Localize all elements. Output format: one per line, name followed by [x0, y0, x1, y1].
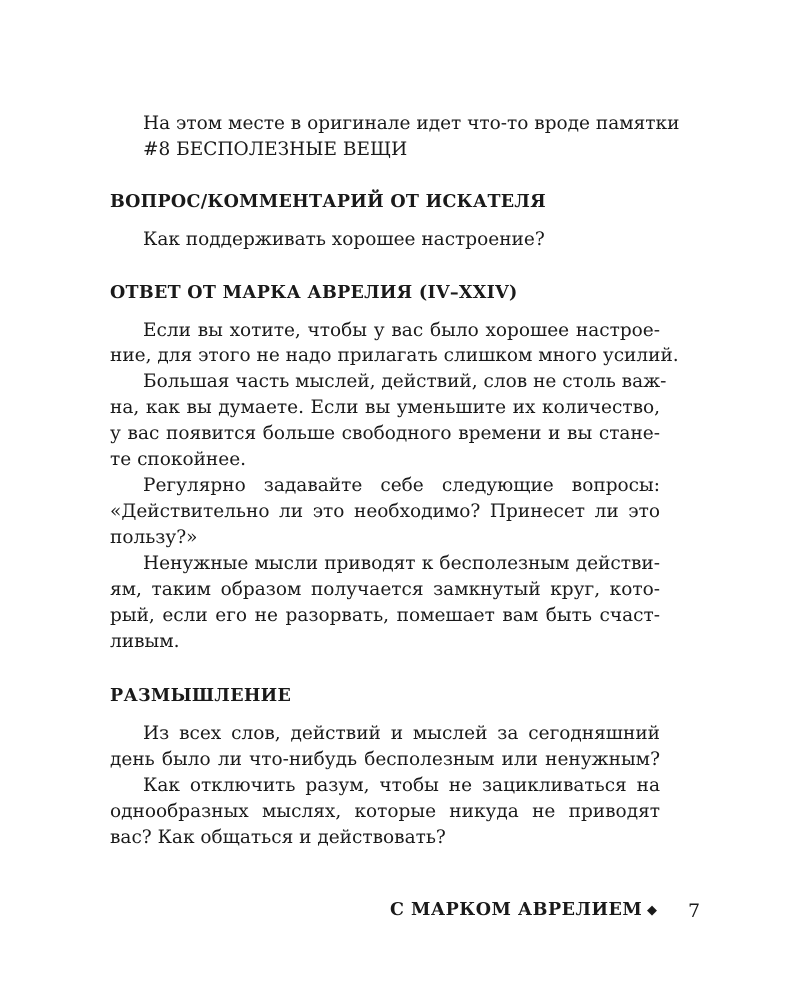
answer-line: те спокойнее. — [110, 449, 247, 470]
answer-line: у вас появится больше свободного времени и вы стане- — [110, 423, 660, 444]
reflection-line: Из всех слов, действий и мыслей за сегодняшний — [143, 723, 660, 744]
answer-heading: ОТВЕТ ОТ МАРКА АВРЕЛИЯ (IV–XXIV) — [110, 283, 518, 303]
answer-line: на, как вы думаете. Если вы уменьшите их количество, — [110, 397, 660, 418]
running-title: С МАРКОМ АВРЕЛИЕМ — [390, 900, 643, 920]
answer-line: рый, если его не разорвать, помешает вам быть счаст- — [110, 605, 660, 626]
answer-line: Если вы хотите, чтобы у вас было хорошее настрое- — [143, 320, 660, 341]
reflection-line: однообразных мыслях, которые никуда не приводят — [110, 801, 660, 822]
answer-line: «Действительно ли это необходимо? Принесет ли это — [110, 501, 660, 522]
page-body — [110, 0, 680, 1000]
reflection-line: вас? Как общаться и действовать? — [110, 827, 446, 848]
reflection-line: день было ли что-нибудь бесполезным или ненужным? — [110, 749, 660, 770]
answer-line: ливым. — [110, 631, 180, 652]
answer-line: ние, для этого не надо прилагать слишком много усилий. — [110, 345, 679, 366]
reflection-line: Как отключить разум, чтобы не зацикливаться на — [143, 775, 660, 796]
answer-line: Большая часть мыслей, действий, слов не столь важ- — [143, 371, 667, 392]
diamond-icon: ◆ — [647, 903, 657, 918]
question-text: Как поддерживать хорошее настроение? — [143, 229, 545, 250]
answer-line: ям, таким образом получается замкнутый круг, кото- — [110, 579, 660, 600]
intro-line-1: На этом месте в оригинале идет что-то вроде памятки — [143, 113, 680, 134]
reflection-heading: РАЗМЫШЛЕНИЕ — [110, 686, 292, 706]
page-footer — [0, 900, 800, 930]
question-heading: ВОПРОС/КОММЕНТАРИЙ ОТ ИСКАТЕЛЯ — [110, 192, 546, 212]
intro-line-2: #8 БЕСПОЛЕЗНЫЕ ВЕЩИ — [143, 139, 408, 160]
answer-line: Регулярно задавайте себе следующие вопросы: — [143, 475, 660, 496]
answer-line: пользу?» — [110, 527, 198, 548]
answer-line: Ненужные мысли приводят к бесполезным действи- — [143, 553, 660, 574]
page-number: 7 — [688, 900, 701, 922]
